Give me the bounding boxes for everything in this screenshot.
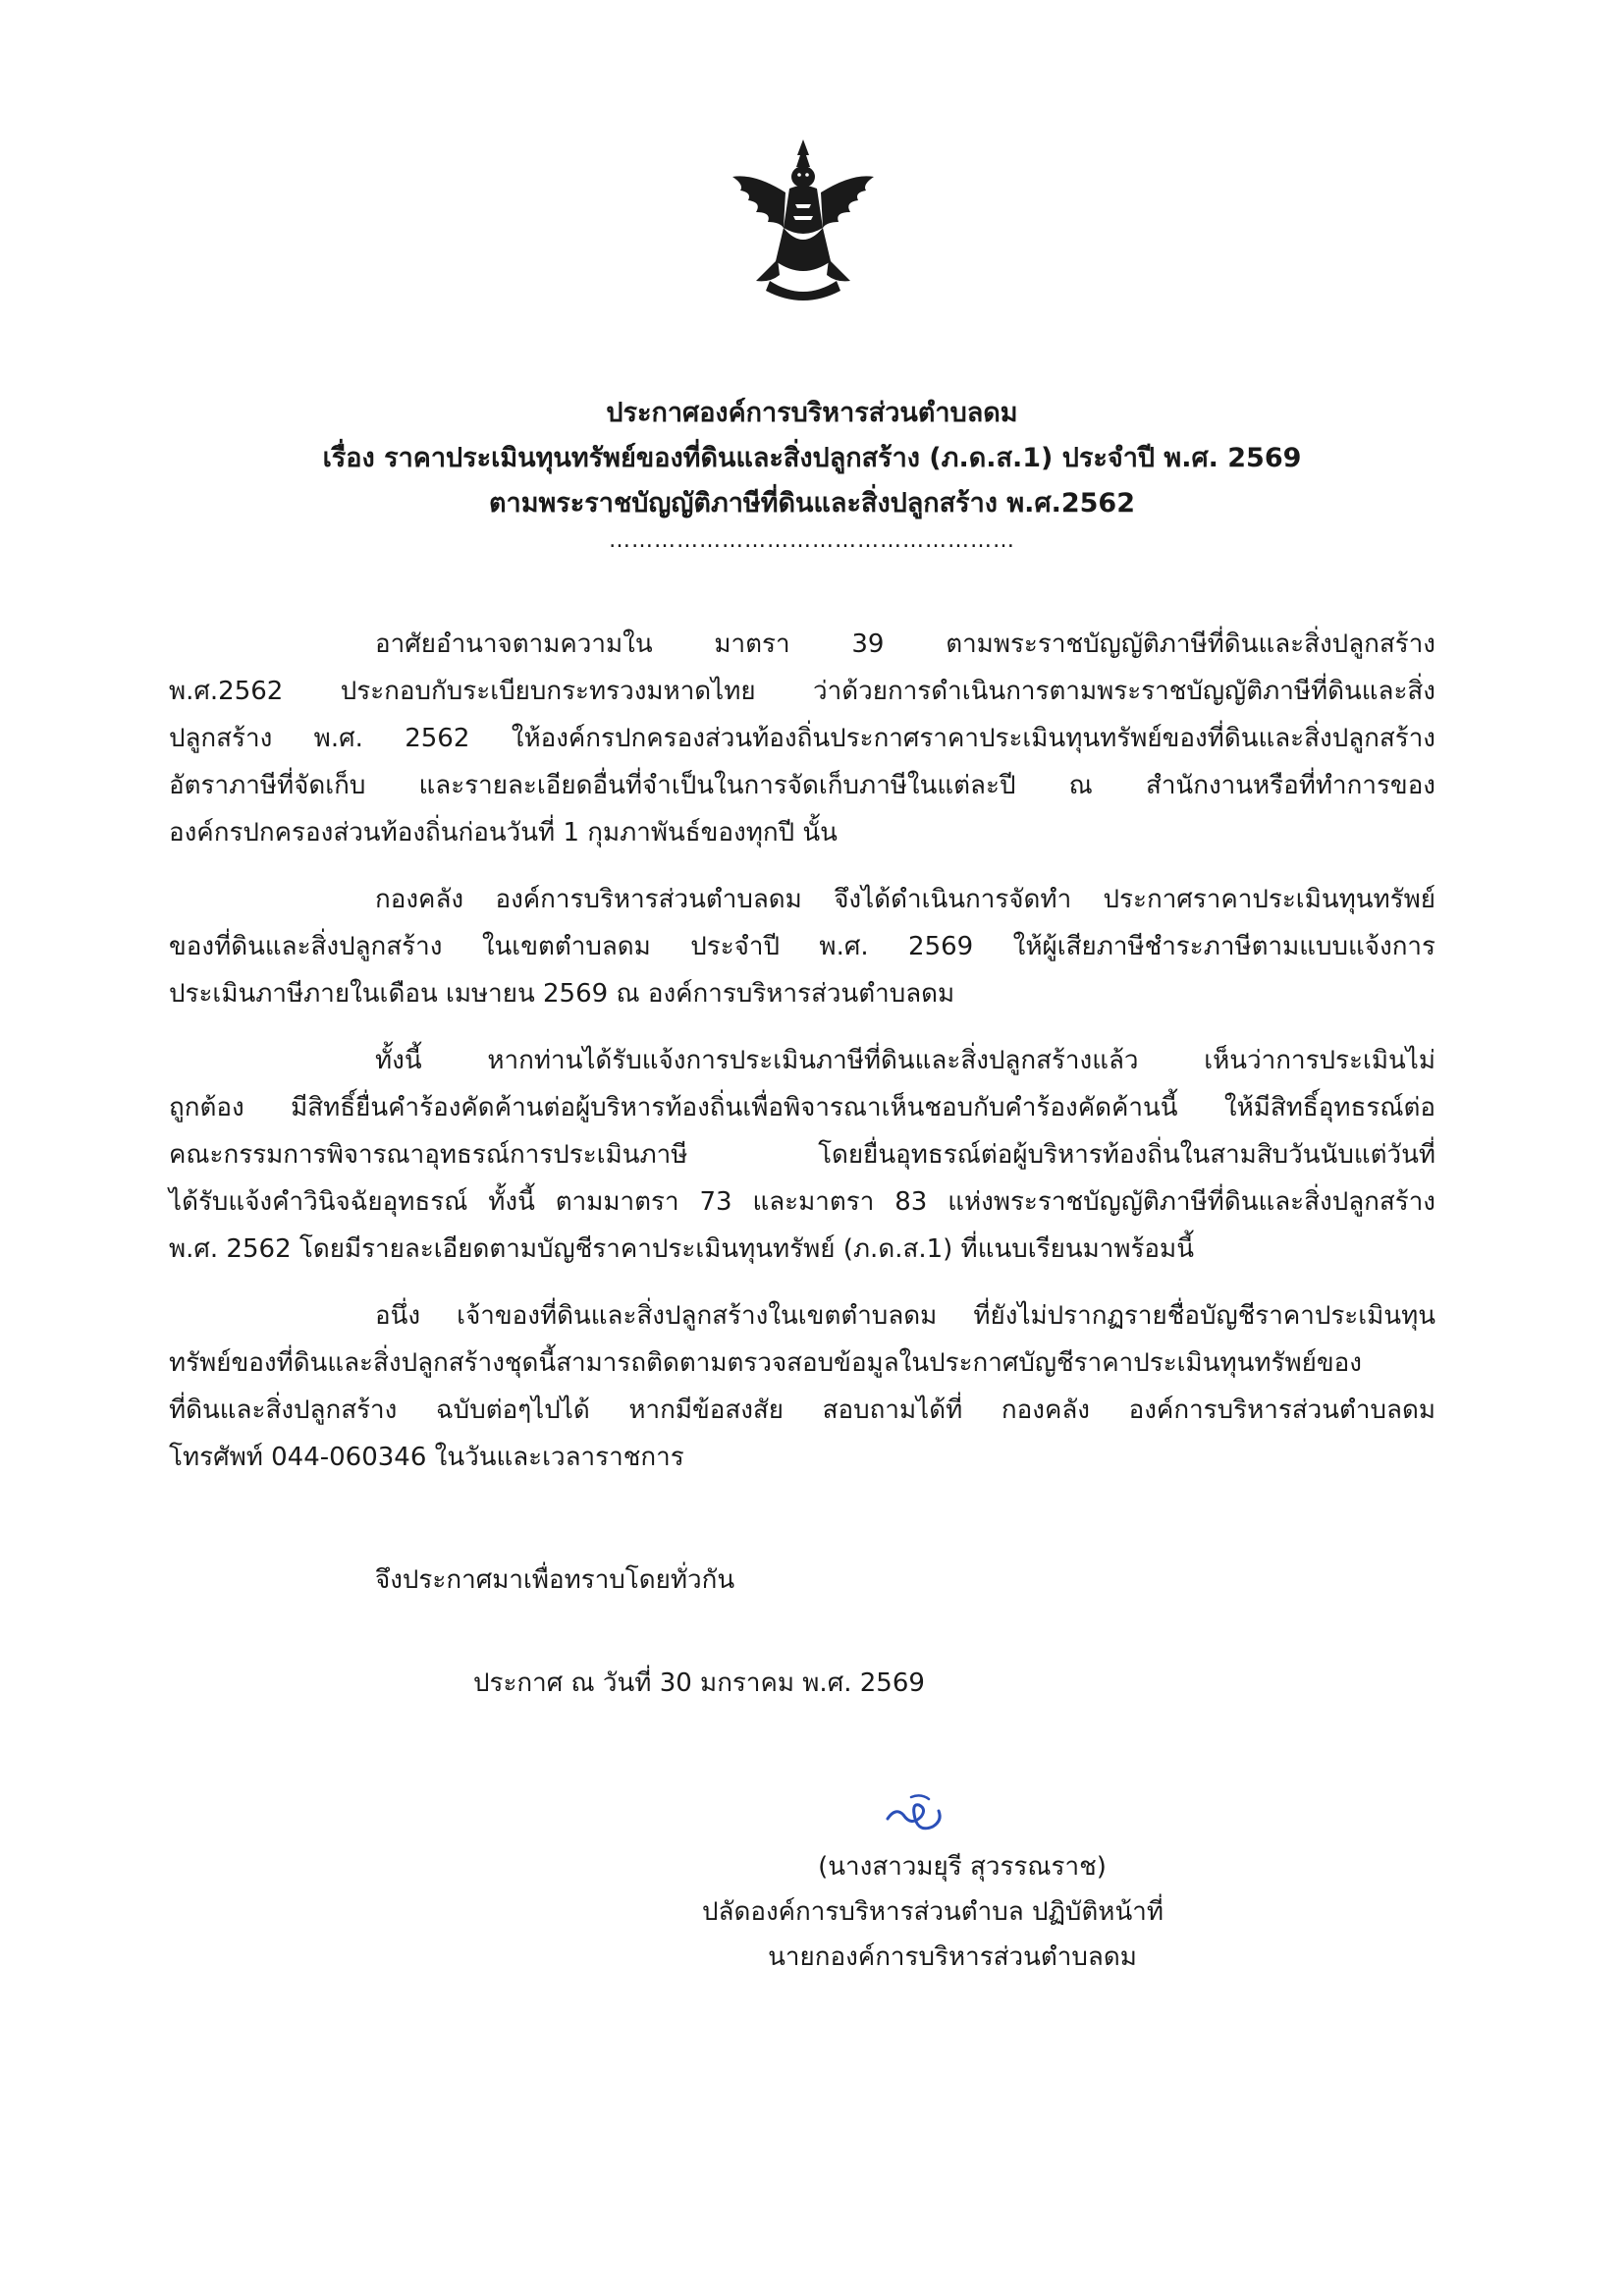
signatory-position: ปลัดองค์การบริหารส่วนตำบล ปฏิบัติหน้าที่ [702,1897,1164,1927]
garuda-emblem-icon [715,134,892,310]
announcement-title: ประกาศองค์การบริหารส่วนตำบลดม [606,398,1018,428]
signatory-office: นายกองค์การบริหารส่วนตำบลดม [768,1942,1137,1972]
announcement-body [169,621,1435,1501]
paragraph-finance-division [169,876,1435,1017]
header-divider: ……………………………………………… [609,528,1015,553]
paragraph-line: อัตราภาษีที่จัดเก็บ และรายละเอียดอื่นที่จำเป็นในการจัดเก็บภาษีในแต่ละปี ณ สำนักงานหรือที่ทำการของ [169,771,1435,800]
paragraph-line: ทรัพย์ของที่ดินและสิ่งปลูกสร้างชุดนี้สามารถติดตามตรวจสอบข้อมูลในประกาศบัญชีราคาประเมินทุนทรัพย์ของ [169,1348,1362,1378]
signatory-name: (นางสาวมยุรี สุวรรณราช) [818,1852,1107,1882]
announcement-act: ตามพระราชบัญญัติภาษีที่ดินและสิ่งปลูกสร้าง พ.ศ.2562 [489,488,1135,519]
announcement-subject: เรื่อง ราคาประเมินทุนทรัพย์ของที่ดินและสิ่งปลูกสร้าง (ภ.ด.ส.1) ประจำปี พ.ศ. 2569 [322,443,1302,473]
paragraph-contact [169,1292,1435,1481]
paragraph-line: ประเมินภาษีภายในเดือน เมษายน 2569 ณ องค์การบริหารส่วนตำบลดม [169,979,955,1009]
paragraph-line: ทั้งนี้ หากท่านได้รับแจ้งการประเมินภาษีที่ดินและสิ่งปลูกสร้างแล้ว เห็นว่าการประเมินไม่ [375,1046,1435,1075]
paragraph-line: ได้รับแจ้งคำวินิจฉัยอุทธรณ์ ทั้งนี้ ตามมาตรา 73 และมาตรา 83 แห่งพระราชบัญญัติภาษีที่ดินและสิ่งปลูกสร้าง [169,1187,1435,1217]
handwritten-signature [882,1789,950,1838]
paragraph-line: โทรศัพท์ 044-060346 ในวันและเวลาราชการ [169,1443,684,1472]
paragraph-line: ปลูกสร้าง พ.ศ. 2562 ให้องค์กรปกครองส่วนท้องถิ่นประกาศราคาประเมินทุนทรัพย์ของที่ดินและสิ่งปลูกสร้าง [169,724,1435,753]
paragraph-line: คณะกรรมการพิจารณาอุทธรณ์การประเมินภาษี โดยยื่นอุทธรณ์ต่อผู้บริหารท้องถิ่นในสามสิบวันนับแต่วันที่ [169,1140,1435,1170]
paragraph-authority [169,621,1435,856]
paragraph-line: อนึ่ง เจ้าของที่ดินและสิ่งปลูกสร้างในเขตตำบลดม ที่ยังไม่ปรากฏรายชื่อบัญชีราคาประเมินทุน [375,1301,1435,1331]
paragraph-line: พ.ศ. 2562 โดยมีรายละเอียดตามบัญชีราคาประเมินทุนทรัพย์ (ภ.ด.ส.1) ที่แนบเรียนมาพร้อมนี้ [169,1234,1194,1264]
paragraph-line: อาศัยอำนาจตามความใน มาตรา 39 ตามพระราชบัญญัติภาษีที่ดินและสิ่งปลูกสร้าง [375,629,1435,659]
announcement-date: ประกาศ ณ วันที่ 30 มกราคม พ.ศ. 2569 [473,1668,925,1698]
paragraph-line: พ.ศ.2562 ประกอบกับระเบียบกระทรวงมหาดไทย ว่าด้วยการดำเนินการตามพระราชบัญญัติภาษีที่ดินและสิ่ง [169,677,1435,706]
paragraph-line: ถูกต้อง มีสิทธิ์ยื่นคำร้องคัดค้านต่อผู้บริหารท้องถิ่นเพื่อพิจารณาเห็นชอบกับคำร้องคัดค้านนี้ ให้มีสิทธิ์อุทธรณ์ต่อ [169,1093,1435,1122]
paragraph-line: องค์กรปกครองส่วนท้องถิ่นก่อนวันที่ 1 กุมภาพันธ์ของทุกปี นั้น [169,818,838,847]
paragraph-line: ของที่ดินและสิ่งปลูกสร้าง ในเขตตำบลดม ประจำปี พ.ศ. 2569 ให้ผู้เสียภาษีชำระภาษีตามแบบแจ้งการ [169,932,1435,961]
paragraph-line: กองคลัง องค์การบริหารส่วนตำบลดม จึงได้ดำเนินการจัดทำ ประกาศราคาประเมินทุนทรัพย์ [375,885,1435,914]
paragraph-line: ที่ดินและสิ่งปลูกสร้าง ฉบับต่อๆไปได้ หากมีข้อสงสัย สอบถามได้ที่ กองคลัง องค์การบริหารส่วนตำบลดม [169,1395,1435,1425]
paragraph-appeal [169,1037,1435,1273]
closing-statement: จึงประกาศมาเพื่อทราบโดยทั่วกัน [375,1565,735,1595]
signatory-block [648,1844,1218,1980]
announcement-header [0,391,1624,554]
